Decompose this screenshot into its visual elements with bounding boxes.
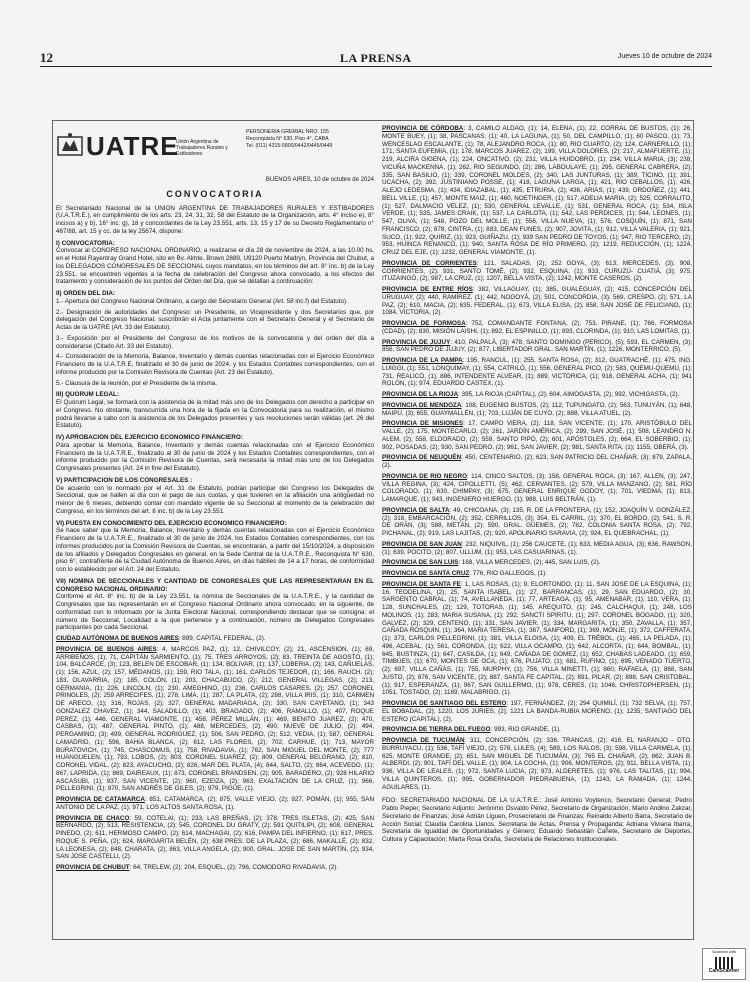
province-name: PROVINCIA DE LA PAMPA <box>382 357 463 364</box>
seccional-list: : 450, CENTENARIO, (2); 623, SAN PATRICIO DEL CHAÑAR, (3); 879, ZAPALA, (2). <box>382 454 692 469</box>
province-entry <box>382 357 692 388</box>
seccional-list: : 114, CINCO SALTOS, (3); 158, GENERAL ROCA, (3); 167, ALLEN, (3); 247, VILLA REGINA, (3); 424, CIPOLLETTI, (5); 462, CERVANTES, (2); 579, VILLA MANZANO, (2); 581, RÍO COLORADO, (1); 630, CHIMPAY, (3); 675, GENERAL ENRIQUE GODOY, (1); 701, VIEDMA, (1); 813, LAMARQUE, (1); 943, INGENIERO HUERGO, (1); 988, LUIS BELTRÁN, (1). <box>382 472 692 503</box>
seccional-list: : 108, EUGENIO BUSTOS, (2); 112, TUPUNGATO, (2); 563, TUNUYÁN, (1); 648, MAIPÚ, (3); 655, GUAYMALLÉN, (1); 703, LUJÁN DE CUYO, (2); 888, VILLA ATUEL, (2). <box>382 401 693 417</box>
agenda-item: 1.- Apertura del Congreso Nacional Ordinario, a cargo del Secretario General (Art. 58 inc.f) del Estatuto). <box>56 297 348 305</box>
seccional-list: : 851, CATAMARCA, (2); 875, VALLE VIEJO, (2); 927, POMÁN, (1); 955, SAN ANTONIO DE LA PAZ, (1); 971, LOS ALTOS SANTA ROSA, (1). <box>56 796 374 811</box>
agenda-item: 2.- Designación de autoridades del Congreso: un Presidente, un Vicepresidente y dos Secretarios que, por delegación del Congreso Nacional, suscribirán el Acta juntamente con el Secretario General y el Secretario de Actas de la UATRE (Art. 33 del Estatuto). <box>56 308 374 331</box>
province-entry <box>382 420 692 451</box>
seccional-list: : 232, NIQUIVIL, (1); 256 CAUCETE, (1); 633, MEDIA AGUA, (3); 636, RAWSON, (1); 639, POCITO, (2); 807, ULLUM, (1); 953, LAS CASUARINAS, (1). <box>382 540 692 556</box>
province-entry <box>382 391 692 399</box>
province-entry <box>382 125 692 257</box>
province-entry <box>382 581 692 697</box>
camscanner-badge <box>702 948 746 980</box>
province-name: PROVINCIA DE TUCUMÁN <box>382 737 465 744</box>
province-name: PROVINCIA DE NEUQUÉN <box>382 454 462 462</box>
contact-block <box>246 129 332 149</box>
seccional-list: : 4, MARCOS PAZ, (1); 12, CHIVILCOY, (2); 21, ASCENSION, (1); 69, ARRIBEÑOS, (1); 71, CAPITÁN SARMIENTO, (1); 75, TRES ARROYOS, (2); 83, TREINTA DE AGOSTO, (1); 104, BALCARCE, (3); 123, BELEN DE ESCOBAR, (1); 134, BOLIVAR, (1); 137, LOBERIA, (2); 143, CAÑUELAS, (1); 156, AZUL, (2); 157, MÉDANOS, (1); 159, RIO TALA, (1); 161, CARLOS TEJEDOR, (1); 166, RAUCH, (2); 183, OLAVARRIA, (2); 185, COLÓN, (1); 203, CHACABUCO, (2); 212, GENERAL VILLEGAS, (2); 213, GERMANIA, (1); 226, LINCOLN, (1); 230, AMEGHINO, (1); 236, CARLOS CASARES, (2); 257, CORONEL PRINGLES, (2); 259 ARRECIFES, (1); 278, LIMA, (1); 287, LA PLATA, (2); 288, VILLA IRIS, (1); 310, CARMEN DE ARECO, (1); 316, ROJAS, (2); 327, GENERAL MADARIAGA, (2); 330, SAN CAYETANO, (1); 343 GONZALEZ CHAVEZ, (1); 344, SALADILLO, (1); 403, BRAGADO, (2); 406, RAMALLO, (1); 407, ROQUE PEREZ, (1); 446, GENERAL VIAMONTE, (1); 458, PÉREZ MILLÁN, (1); 469, BENITO JUAREZ, (2); 470, CASBAS, (1); 487, GENERAL PINTO, (1); 488, MERCEDES, (2); 490, NUEVE DE JULIO, (2); 494, PERGAMINO, (3); 499, GENERAL RODRIGUEZ, (1); 506, SAN PEDRO, (2); 512, VEDIA, (1); 587, GENERAL LAMADRID, (1); 596, BAHIA BLANCA, (2); 612, LAS FLORES, (2); 702, CARHUE, (1); 713, MAYOR BURATOVICH, (1); 745, CHASCOMUS, (1); 758, RIVADAVIA, (1); 762, SAN MIGUEL DEL MONTE, (2); 777 HUANGUELEN, (1); 793, LOBOS, (2); 803, CORONEL SUAREZ, (2); 809, GENERAL BELGRANO, (2); 810, CORONEL VIDAL, (2); 823, AYACUCHO, (2); 826, MAR DEL PLATA, (4); 844, SALTO, (2); 864, ACEVEDO, (1); 867, LAPRIDA, (1); 869, DAIREAUX, (1); 873, CORONEL BRANDSEN, (2); 905, BARADERO, (2); 928 HILARIO ASCASUBI, (1); 937, SAN VICENTE, (2); 960, EZEIZA, (2); 963, EXALTACIÓN DE LA CRUZ, (1); 966, PELLEGRINI, (1); 970, SAN ANDRÉS DE GILES, (2); 979, PIGÜE, (1). <box>56 645 374 793</box>
province-name: PROVINCIA DE CHACO <box>56 814 130 822</box>
agenda-item: 5.- Clausura de la reunión, por el Presidente de la misma. <box>56 379 218 387</box>
seccional-list: : 899, CAPITAL FEDERAL, (2). <box>178 635 266 642</box>
province-name: PROVINCIA DE CÓRDOBA <box>382 125 464 132</box>
province-entry <box>56 796 374 812</box>
section-heading: II) ORDEN DEL DIA: <box>56 290 116 297</box>
intro-paragraph: El Secretariado Nacional de la UNION ARGENTINA DE TRABAJADORES RURALES Y ESTIBADORES (U.A.T.R.E.), en cumplimiento de los arts. 23, 24, 31, 32, 58 del Estatuto de la Organización, arts. 4° inciso e), 8° incisos a) y b), 16° inc. g), 18 y concordantes de la Ley 23.551, arts. 13, 15 y 17 de su Decreto Reglamentario n° 467/88, art. 15 y cc. de la ley 25674, dispone: <box>56 204 374 235</box>
province-name: PROVINCIA DE TIERRA DEL FUEGO <box>382 726 491 734</box>
province-name: PROVINCIA DE SAN JUAN <box>382 540 462 548</box>
badge-brand: CamScanner <box>708 968 740 974</box>
section-text: Para aprobar la Memoria, Balance, Inventario y demás cuentas relacionadas con el Ejercicio Económico Financiero de la U.A.T.R.E., finalizado al 30 de junio de 2024 y los Estados Contables correspondientes, con el informe producido por la Comisión Revisora de Cuentas, será necesaria la mitad más uno de los Delegados Congresales presentes (Art. 24 in fine del Estatuto). <box>56 441 374 472</box>
province-entry <box>382 454 692 470</box>
province-entry <box>382 473 692 504</box>
seccional-list: : 64, TRELEW, (2); 204, ESQUEL, (2); 796, COMODORO RIVADAVIA, (2). <box>129 864 339 871</box>
contact-line: Tel. (011) 4315-5800/0442/0445/0449 <box>246 142 333 149</box>
province-name: CIUDAD AUTÓNOMA DE BUENOS AIRES <box>56 635 179 642</box>
province-name: PROVINCIA DE CORRIENTES <box>382 259 477 267</box>
section-heading: VII) NOMINA DE SECCIONALES Y CANTIDAD DE CONGRESALES QUE LAS REPRESENTARAN EN EL CONGRESO NACIONAL ORDINARIO: <box>56 577 374 593</box>
section-heading: V) PARTICIPACION DE LOS CONGRESALES : <box>56 476 193 484</box>
province-name: PROVINCIA DE SANTIAGO DEL ESTERO <box>382 700 507 707</box>
uatre-logo-icon <box>56 131 84 159</box>
province-entry <box>382 700 692 723</box>
header-rule <box>40 66 712 67</box>
issue-date: Jueves 10 de octubre de 2024 <box>617 53 712 60</box>
seccional-list: : 168, VILLA MERCEDES, (2); 445, SAN LUIS, (2). <box>458 559 601 567</box>
section-heading: IV) APROBACION DEL EJERCICIO ECONOMICO FINANCIERO: <box>56 434 243 441</box>
province-entry <box>56 864 374 872</box>
province-entry <box>56 646 374 793</box>
province-name: PROVINCIA DE BUENOS AIRES <box>56 645 157 653</box>
place-date: BUENOS AIRES, 10 de octubre de 2024 <box>265 177 374 183</box>
agenda-item: 3.- Exposición por el Presidente del Congreso de los motivos de la convocatoria y del orden del día a considerarse (Citado Art. 33 del Estatuto). <box>56 334 374 350</box>
province-name: PROVINCIA DE FORMOSA <box>382 320 466 327</box>
contact-line: Reconquista N° 630, Piso 4°, CABA <box>246 135 329 142</box>
logo-wordmark: UATRE <box>86 131 179 161</box>
province-name: PROVINCIA DE CATAMARCA <box>56 796 145 803</box>
province-name: PROVINCIA DE MENDOZA <box>382 401 462 409</box>
signature-block: FDO: SECRETARIADO NACIONAL DE LA U.A.T.R.E.: José Antonio Voytenco, Secretario General; Pedro Pablo Pieper, Secretario Adjunto; Jerónimo Osvaldo Pérez, Secretario de Organización; Mario Andino Zakzar, Secretario de Finanzas; José Adrián Liguen, Prosecretario de Finanzas; Reinaldo Alberto Barra, Secretario de Acción Social; Claudia Carolina Llanos, Secretaria de Actas, Prensa y Propaganda; Adriana Viviana Ibarra, Secretaria de Igualdad de Oportunidades y Género; Eduardo Sebastián Cañete, Secretario de Deportes, Cultura y Capacitación; Marta Rosa Graña, Secretaria de Relaciones Institucionales. <box>382 797 692 843</box>
seccional-list: : 197, FERNÁNDEZ, (2); 294 QUIMILÍ, (1); 732 SELVA, (1); 757, EL BOBADAL, (2); 1220, LOS JURIES, (2); 1221 LA BANDA-RUBIA MORENO, (1); 1235, SANTIAGO DEL ESTERO (CAPITAL), (2). <box>382 700 692 723</box>
seccional-list: : 195, RANCUL, (1); 255, SANTA ROSA, (2); 312, GUATRACHÉ, (1); 475, ING. LUIGGI, (1); 551, LONQUIMAY, (1); 554, CATRILÓ, (1); 556, GENERAL PICO, (2); 583, QUEMU-QUEMU, (1); 731, REALICÓ, (1); 886, INTENDENTE ALVEAR, (1); 889, VICTORICA, (1); 918, GENERAL ACHA, (1); 941 ROLÓN, (1); 974, EDUARDO CASTEX, (1). <box>382 357 692 388</box>
section-text: De acuerdo con lo normado por el Art. 31 de Estatuto, podrán participar del Congreso los Delegados de Seccional, que se hallen al día con el pago de sus cuotas, y que tuvieren en la afiliación una antigüedad no menor de 6 meses, debiendo contar con mandato vigente de su Seccional al momento de la celebración del Congreso, en los términos del art. 8 inc. b) de la Ley 23.551. <box>56 484 374 515</box>
province-name: PROVINCIA DE SANTA FE <box>382 580 461 588</box>
province-entry <box>382 402 692 418</box>
notice-right-column <box>382 125 692 847</box>
province-name: PROVINCIA DE MISIONES <box>382 420 464 428</box>
province-entry <box>382 507 692 538</box>
province-name: PROVINCIA DE SAN LUIS <box>382 559 459 567</box>
section-text: Convocar al CONGRESO NACIONAL ORDINARIO, a realizarse el día 28 de noviembre de 2024, a las 10.00 hs, en el Hotel Rayentray Grand Hotel, sito en Bv. Almte. Brown 2889, U9120 Puerto Madryn, Provincia del Chubut, a los DELEGADOS CONGRESALES DE SECCIONAL cuyos mandatos, en los términos del art. 8° inc. b) de la Ley 23.551, se encuentren vigentes a la fecha de celebración del Congreso ahora convocado, a los efectos del tratamiento y consideración de los puntos del Orden del Día, que se detallan a continuación: <box>56 247 374 286</box>
notice-title: CONVOCATORIA <box>166 188 264 199</box>
seccional-list: : 993, RIO GRANDE, (1). <box>490 726 561 734</box>
seccional-list: : 382, VILLAGUAY, (1); 385, GUALEGUAY, (2); 415, CONCEPCIÓN DEL URUGUAY, (2); 440, RAMÍREZ, (1); 442, NOGOYÁ, (2); 501, CONCORDIA, (3); 569, CRESPO, (2); 571, LA PAZ, (2); 610, MACIA, (2); 635, FEDERAL, (1); 673, VILLA ELISA, (2); 858, SAN JOSÉ DE FELICIANO, (1); 1084, VICTORIA, (2). <box>382 286 692 317</box>
province-name: PROVINCIA DE RIO NEGRO <box>382 472 468 480</box>
seccional-list: : 3, CAMILO ALDAO, (1); 14, ELENA, (1); 22, CORRAL DE BUSTOS, (1); 26, MONTE BUEY, (1); 38, PASCANAS, (1); 40, LA LAGUNA, (1); 50, DEL CAMPILLO, (1); 60 PASCO, (1); 73, WENCESLAO ESCALANTE, (1); 78, ALEJANDRO ROCA, (1); 80, RIO CUARTO, (2); 124, CARNERILLO, (1); 171, SANTA EUFEMIA, (1); 178, MARCOS JUAREZ, (2); 199, VILLA DOLORES, (2); 217, ALMAFUERTE, (1); 219, ALCIRA GIGENA, (1); 224, ONCATIVO, (2); 231, VILLA HUIDOBRO, (1); 234, VILLA MARIA, (3); 238, VICUÑA MACKENNA, (1); 262, RIO SEGUNDO, (2); 286, LABOULAYE, (1); 295, GENERAL CABRERA, (2); 335, SAN BASILIO, (1); 339, CORONEL MOLDES, (2); 340, LAS JUNTURAS, (1); 389, TICINO, (1); 391, UCACHA, (2); 392, JUSTINIANO POSSE, (1); 418, LAGUNA LARGA, (1); 421, RIO CEBALLOS, (1); 426, ALEJO LEDESMA, (1); 434, IDIAZABAL, (1); 435, ETRURIA, (2); 436, ARIAS, (1); 439, ORDOÑEZ, (1); 441, BELL VILLE, (1); 457, MONTE MAIZ, (1); 460, NOETINGER, (1); 517, ADELIA MARIA, (2); 525, CORRALITO, (1); 527, DALMACIO VELEZ, (1); 530, GENERAL LEVALLE, (1); 531, GENERAL ROCA, (1); 534, ISLA VERDE, (1); 535, JAMES CRAIK, (1); 537, LA CARLOTA, (1); 542, LAS PERDICES, (1); 544, LEONES, (1); 547, OLIVA, (1); 548, POZO DEL MOLLE, (1); 556, VILLA NUEVA, (1); 576, COSQUÍN, (1); 871, SAN FRANCISCO, (2); 878, CINTRA, (1); 883, DEAN FUNES, (2); 907, JOVITA, (1); 912, VILLA VALERIA, (1); 921, SUCO, (1); 922, QUIRIZ, (1); 923, GUIÑAZU, (1); 939 SAN PEDRO DE TOYOS, (1); 947, RIO TERCERO, (2); 953, HUINCA RENANCÓ, (1); 940, SANTA ROSA DE RÍO PRIMERO, (2); 1219, REDUCCIÓN, (1); 1224, CRUZ DEL EJE, (1); 1232, GENERAL VIAMONTE, (1). <box>382 125 692 256</box>
province-name: PROVINCIA DE CHUBUT <box>56 864 130 871</box>
province-entry <box>382 559 692 567</box>
province-entry <box>382 286 692 317</box>
section-heading: III) QUORUM LEGAL: <box>56 391 119 399</box>
page-number: 12 <box>40 50 53 65</box>
newspaper-name: LA PRENSA <box>340 51 412 65</box>
province-name: PROVINCIA DE JUJUY <box>382 338 451 346</box>
seccional-list: : 1, LAS ROSAS, (1); 9, ELORTONDO, (1); 11, SAN JOSE DE LA ESQUINA, (1); 16, TEODELINA, (2); 25, SANTA ISABEL, (1); 27, BARRANCAS, (1); 29, SAN EDUARDO, (2); 30, SARGENTO CABRAL, (1); 74, AVELLANEDA, (1); 77, ARTEAGA, (1); 95, AMENABAR, (1); 110, VERA, (1); 128, SUNCHALES, (2); 129, TOTORAS, (1); 145, AREQUITO, (1); 245, CALCHAQUI, (1); 248, LOS MOLINOS, (1); 283, MARIA SUSANA, (1); 292, SANCTI SPIRITU, (1); 297, CORONEL BOGADO, (1); 320, GALVEZ, (2); 329, CENTENO, (1); 331, SAN JAVIER, (1); 334, MARGARITA, (1); 350, ZAVALLA, (1); 357, CAÑADA ROSQUIN, (1); 364, MARIA TERESA, (1); 367, SANFORD, (1); 369, MONJE, (1); 372, CAFFERATA, (1); 373, CARLOS PELLEGRINI, (1); 381, VILLA ELOISA, (1); 409, EL TRÉBOL, (1); 465, LA PELADA, (1); 496, ACEBAL, (1); 561, CORONDA, (1); 622, VILLA OCAMPO, (1); 642, ALCORTA, (1); 644, BOMBAL, (1); 645, BUSTINZA, (1); 647, CASILDA, (1); 649, CAÑADA DE GOMEZ, (1); 652, CHABAS LADEADO, (1); 659, TIMBÚES, (1); 670, MONTES DE OCA, (1); 676, PUJATO, (1); 681, RUFINO, (1); 695, VENADO TUERTO, (2); 697, VILLA CAÑÁS, (1); 755, MURPHY, (1); 756, VILLA MINETTI, (1); 860, RAFAELA, (1); 868, SAN JUSTO, (2); 876, SAN VICENTE, (2); 887, SANTA FE CAPITAL, (2); 891, PILAR, (2); 898, SAN CRISTOBAL, (1); 917, ESPERANZA, (1); 967, SAN GUILLERMO, (1); 978, CERES, (1); 1046, CHRISTOPHERSEN, (1); 1051, TOSTADO, (2); 1189, MALABRIGO, (1). <box>382 580 692 697</box>
province-list-right <box>382 125 692 791</box>
agenda-item: 4.- Consideración de la Memoria, Balance, Inventario y demás cuentas relacionadas con el Ejercicio Económico Financiero de la U.A.T.R.E, finalizado el 30 de junio de 2024, y los Estados Contables correspondientes, con el informe producido por la Comisión Revisora de Cuentas (Art. 23 del Estatuto). <box>56 353 374 376</box>
province-entry <box>382 339 692 355</box>
province-name: PROVINCIA DE SANTA CRUZ <box>382 570 470 577</box>
province-entry <box>56 635 374 643</box>
province-entry <box>382 260 692 283</box>
province-name: PROVINCIA DE LA RIOJA <box>382 391 459 398</box>
seccional-list: : 395, LA RIOJA (CAPITAL), (2); 604, AIMOGASTA, (2); 992, VICHIGASTA, (2). <box>458 391 680 398</box>
seccional-list: : 752, COMANDANTE FONTANA, (2); 753, PIRANE, (1); 786, FORMOSA (CDAD), (2); 830, MISIÓN LAISHI, (1); 892, EL ESPINILLO, (1); 893, CLORINDA, (1); 910, LAS LOMITAS, (1). <box>382 320 693 335</box>
section-text: Conforme el Art. 8° inc. b) de la Ley 23.551, la nómina de Seccionales de la U.A.T.R.E., y la cantidad de Congresales que las representarán en el Congreso Nacional Ordinario ahora convocado, en la siguiente, de conformidad con lo informado por la Junta Electoral Nacional, correspondiendo destacar que se consigna: el número de Seccional, Localidad a la que pertenece y a continuación, número de Delegados Congresales participantes por cada Seccional. <box>56 593 374 632</box>
province-entry <box>382 726 692 734</box>
contact-line: PERSONERIA GREMIAL NRO. 155 <box>246 129 329 135</box>
seccional-list: : 17, CAMPO VIERA, (2); 118, SAN VICENTE, (1); 170, ARISTÓBULO DEL VALLE, (2); 175, MONTECARLO, (2); 261, JARDÍN AMÉRICA, (2); 299, SAN JOSÉ, (1); 508, LEANDRO N. ALEM, (2); 558, ELDORADO, (2); 559, SANTO PIPÓ, (2); 601, APÓSTOLES, (2); 664, EL SOBERBIO, (1); 902, POSADAS, (2); 930, SAN PEDRO, (2); 961, SAN JAVIER, (2); 981, SANTA RITA, (1); 1155, OBERÁ, (3). <box>382 420 692 451</box>
province-entry <box>382 570 692 578</box>
seccional-list: : 776, RIO GALLEGOS, (1). <box>469 570 547 577</box>
uatre-letterhead <box>56 125 374 175</box>
seccional-list: : 311, CONCEPCIÓN, (2); 336, TRANCAS, (2); 416, EL NARANJO - DTO. BURRUYACU, (1); 536, TAFÍ VIEJO, (2); 578, LULES, (4); 589, LOS RALOS, (3); 598, VILLA CARMELA, (1); 625, MONTE GRANDE, (2); 651, SAN MIGUEL DE TUCUMÁN, (3); 765 EL CHAÑAR, (2); 862, JUAN B. ALBERDI, (2); 901, TAFÍ DEL VALLE, (1); 904, LA COCHA, (1); 906, MONTEROS, (2); 911, BELLA VISTA, (1); 936, VILLA DE LEALES, (1); 972, SANTA LUCIA, (2); 973, ALDERETES, (1); 976, LAS TALITAS, (1); 994, VILLA QUINTEROS, (1); 995, GOBERNADOR PIEDRABUENA, (1); 1243, LA RAMADA, (1); 1244, AGUILARES, (1). <box>382 737 693 791</box>
badge-line: Scanned with <box>711 949 736 954</box>
section-text: El Quórum Legal, se formará con la asistencia de la mitad más uno de los Delegados con derecho a participar en el Congreso. No obstante, transcurrida una hora de la fijada en la Convocatoria para su realización, el mismo podrá llevarse a cabo con la asistencia de los Delegados presentes y sus resoluciones serán válidas (art. 26 del Estatuto). <box>56 399 374 430</box>
section-text: Se hace saber que la Memoria, Balance, Inventario y demás cuentas relacionadas con el Ejercicio Económico Financiero de la U.A.T.R.E., finalizado el 30 de junio de 2024, los Estados Contables correspondientes, con los informes producidos por la Comisión Revisora de Cuentas, se encontrarán, a partir del 15/10/2024, a disposición de los afiliados y Delegados Congresales en general, en la Sede Central de la U.A.T.R.E., Reconquista N° 630, piso 6°, contrafrente de la Ciudad Autónoma de Buenos Aires, en días hábiles de 14 a 17 horas, de conformidad con lo establecido por el Art. 24 del Estatuto. <box>56 527 374 573</box>
province-name: PROVINCIA DE SALTA <box>382 506 450 514</box>
section-heading: VI) PUESTA EN CONOCIMIENTO DEL EJERCICIO ECONOMICO FINANCIERO: <box>56 519 287 527</box>
section-heading: I) CONVOCATORIA: <box>56 239 115 247</box>
province-entry <box>382 737 692 791</box>
page-header <box>0 0 750 70</box>
province-list-left <box>56 635 374 872</box>
province-entry <box>382 541 692 557</box>
province-name: PROVINCIA DE ENTRE RÍOS <box>382 286 473 293</box>
notice-left-column <box>56 125 374 875</box>
seccional-list: : 121, SALADAS, (2); 252 GOYA, (3); 613, MERCEDES, (3); 908, CORRIENTES, (2); 931, SANTO TOMÉ, (2); 932, ESQUINA, (1); 933, CURUZÚ- CUATIÁ, (3); 975, ITUZAINGÓ, (2); 987, LA CRUZ, (1); 1207, BELLA VISTA, (2); 1242, MONTE CASEROS, (2). <box>382 259 692 283</box>
seccional-list: : 410, PALPALÁ, (3); 478, SANTO DOMINGO (PERICO), (5); 593, EL CARMEN, (3); 856, SAN PEDRO DE JUJUY, (2); 877, LIBERTADOR GRAL. SAN MARTÍN, (1); 1226, MONTERRICO, (5). <box>382 338 692 354</box>
logo-subtitle: Unión Argentina de Trabajadores Rurales y Estibadores <box>176 139 228 157</box>
province-entry <box>56 815 374 862</box>
seccional-list: : 49, CHICOANA, (3); 135, R. DE LA FRONTERA, (1); 152, JOAQUÍN V. GONZÁLEZ, (2); 318, EMBARCACIÓN, (2); 352, CERRILLOS, (3); 354, EL CARRIL, (1); 370, EL BORDO, (2); 541, S. R. DE ORÁN, (3); 588, METÁN, (2); 590, GRAL. GÜEMES, (2); 782, COLONIA SANTA ROSA, (2); 792, PICHANAL, (2); 919, LAS LAJITAS, (2); 920, APOLINARIO SARAVIA, (2); 924, EL QUEBRACHAL, (1). <box>382 506 692 537</box>
seccional-list: : 59, COTELAI, (1); 233, LAS BREÑAS, (2); 378, TRES ISLETAS, (2); 425, SAN BERNARDO, (2); 513, RESISTENCIA, (2); 545, CORONEL DU GRATY, (2); 591 QUITILIPI, (2); 608, GENERAL PINEDO, (2); 611, HERMOSO CAMPO, (2); 614, MACHAGAI, (2); 616, PAMPA DEL INFIERNO, (1); 617, PRES. ROQUE S. PEÑA, (2); 624, MARGARITA BELÉN, (2); 638 PRES. DE LA PLAZA, (2); 686, MAKALLÉ, (2); 832, LA LEONESA, (2); 848, CHARATA, (2); 863, VILLA ANGELA, (2); 900, GRAL. JOSE DE SAN MARTÍN, (2); 934, SAN JOSE CASTELLI, (2). <box>56 814 374 861</box>
province-entry <box>382 320 692 336</box>
